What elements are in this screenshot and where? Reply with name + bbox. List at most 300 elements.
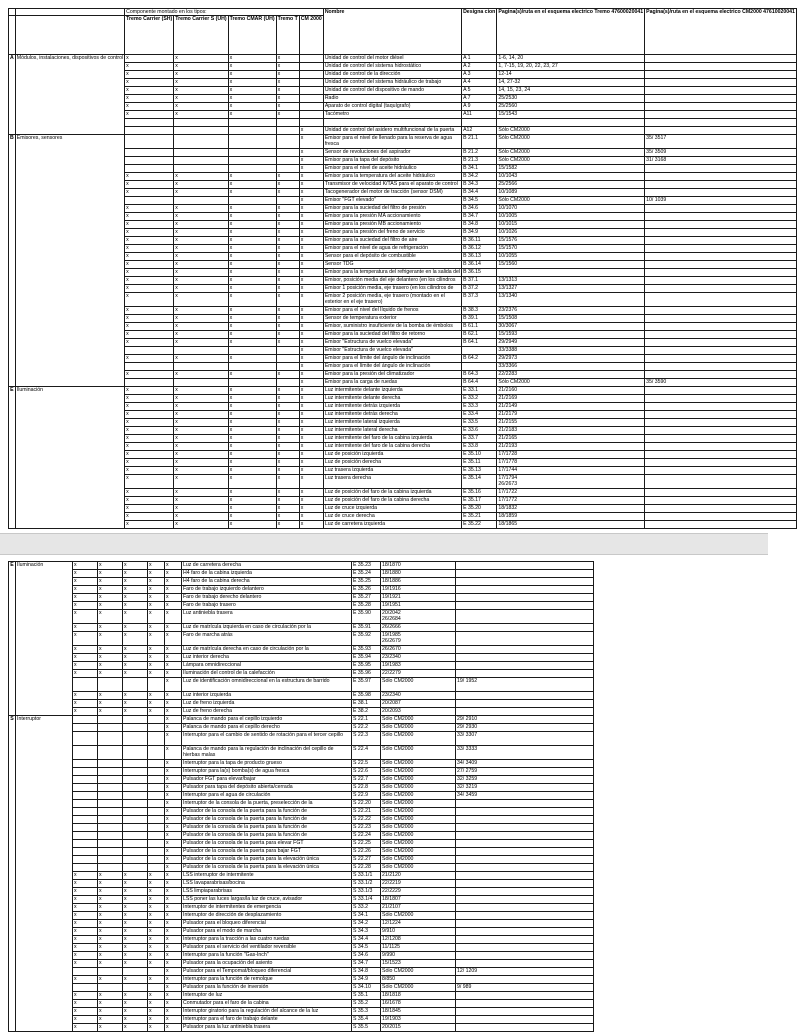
cm2000-page-ref: 31/ 3168: [645, 157, 797, 165]
table-row: [9, 654, 594, 662]
cm2000-page-ref: [645, 489, 797, 497]
mount-flag-cell: [73, 776, 98, 784]
designation: S 34.6: [352, 952, 381, 960]
mount-flag-cell: x: [165, 692, 182, 700]
mount-flag-cell: [148, 848, 165, 856]
component-name: Sensor de revoluciones del aspirador: [323, 149, 461, 157]
mount-flag-cell: x: [174, 339, 228, 347]
mount-flag-cell: x: [165, 928, 182, 936]
designation: E 33.7: [462, 435, 497, 443]
mount-flag-cell: x: [98, 646, 123, 654]
designation: B 34.6: [462, 205, 497, 213]
mount-flag-cell: x: [276, 277, 299, 285]
tremo-page-ref-line: 21/2149: [498, 403, 518, 410]
tremo-page-ref: [497, 71, 645, 79]
mount-flag-cell: x: [174, 221, 228, 229]
tremo-page-ref-line: 1, 7-15, 19, 20, 22, 23, 27: [498, 63, 558, 70]
cm2000-page-ref: [645, 505, 797, 513]
component-name: Tacogenerador del motor de tracción (sensor DSM): [323, 189, 461, 197]
header-col-cm2000: CM 2000: [299, 16, 323, 55]
cm2000-page-ref: [456, 624, 594, 632]
mount-flag-cell: x: [299, 269, 323, 277]
component-name: Pulsador FGT para elevar/bajar: [182, 776, 352, 784]
tremo-page-ref-line: Sólo CM2000: [382, 776, 414, 782]
mount-flag-cell: x: [148, 952, 165, 960]
mount-flag-cell: x: [228, 395, 276, 403]
tremo-page-ref: [381, 1016, 456, 1024]
tremo-page-ref: [497, 237, 645, 245]
cm2000-page-ref: [645, 521, 797, 529]
mount-flag-cell: [148, 716, 165, 724]
tremo-page-ref-line: 8/850: [382, 976, 395, 982]
mount-flag-cell: [73, 724, 98, 732]
designation: E 35.26: [352, 586, 381, 594]
mount-flag-cell: x: [165, 760, 182, 768]
designation: A12: [462, 127, 497, 135]
tremo-page-ref: [497, 293, 645, 307]
cm2000-page-ref: [645, 213, 797, 221]
designation: E 35.27: [352, 594, 381, 602]
tremo-page-ref-line: 20/2087: [382, 700, 401, 706]
cm2000-page-ref: [456, 824, 594, 832]
designation: E 33.3: [462, 403, 497, 411]
mount-flag-cell: x: [228, 79, 276, 87]
designation: A 1: [462, 55, 497, 63]
table-row: [9, 864, 594, 872]
cm2000-page-ref: [456, 864, 594, 872]
tremo-page-ref: [497, 119, 645, 127]
component-name: Luz intermitente delante izquierda: [323, 387, 461, 395]
mount-flag-cell: x: [276, 489, 299, 497]
mount-flag-cell: [299, 55, 323, 63]
mount-flag-cell: x: [276, 269, 299, 277]
designation: S 34.4: [352, 936, 381, 944]
mount-flag-cell: [73, 716, 98, 724]
tremo-page-ref-line: 19/1916: [382, 586, 401, 592]
mount-flag-cell: x: [299, 331, 323, 339]
table-row: [9, 237, 797, 245]
tremo-page-ref: [497, 331, 645, 339]
mount-flag-cell: x: [125, 213, 174, 221]
tremo-page-ref-line: 23/2376: [498, 307, 518, 314]
header-col-tremo-t: Tremo T: [276, 16, 299, 55]
mount-flag-cell: x: [165, 768, 182, 776]
table-row: [9, 111, 797, 119]
table-row: [9, 784, 594, 792]
designation: E 35.94: [352, 654, 381, 662]
tremo-page-ref-line: Sólo CM2000: [382, 800, 414, 806]
mount-flag-cell: x: [123, 912, 148, 920]
mount-flag-cell: x: [73, 888, 98, 896]
tremo-page-ref-line: Sólo CM2000: [382, 824, 414, 830]
tremo-page-ref-line: 18/1845: [382, 1008, 401, 1014]
designation: B 34.4: [462, 189, 497, 197]
header-row-top: [9, 9, 797, 16]
cm2000-page-ref: [645, 307, 797, 315]
designation: B 37.3: [462, 293, 497, 307]
tremo-page-ref-line: 18/1886: [382, 578, 401, 584]
mount-flag-cell: x: [98, 700, 123, 708]
tremo-page-ref-line: 19/1985: [382, 632, 401, 638]
cm2000-page-ref: [645, 245, 797, 253]
mount-flag-cell: x: [228, 307, 276, 315]
component-name: Luz de cruce derecha: [323, 513, 461, 521]
mount-flag-cell: x: [98, 594, 123, 602]
mount-flag-cell: x: [174, 475, 228, 489]
mount-flag-cell: x: [73, 662, 98, 670]
designation: E 38.2: [352, 708, 381, 716]
component-name: Unidad de control de la dirección: [323, 71, 461, 79]
mount-flag-cell: x: [174, 269, 228, 277]
mount-flag-cell: x: [125, 411, 174, 419]
mount-flag-cell: x: [276, 315, 299, 323]
component-name: Luz de matrícula izquierda en caso de circulación por la: [182, 624, 352, 632]
mount-flag-cell: x: [299, 363, 323, 371]
table-row: [9, 173, 797, 181]
mount-flag-cell: x: [276, 95, 299, 103]
tremo-page-ref: [381, 848, 456, 856]
mount-flag-cell: x: [123, 654, 148, 662]
mount-flag-cell: [73, 732, 98, 746]
table-row: [9, 419, 797, 427]
tremo-page-ref-line: 23/2340: [382, 654, 401, 660]
tremo-page-ref: [497, 307, 645, 315]
designation: E 35.21: [462, 513, 497, 521]
header-col-designacion: Designa cion: [462, 9, 497, 55]
mount-flag-cell: x: [123, 928, 148, 936]
table-row: [9, 197, 797, 205]
component-name: Faro de trabajo derecho delantero: [182, 594, 352, 602]
component-name: Emisor para la presión MA accionamiento: [323, 213, 461, 221]
cm2000-page-ref: [456, 928, 594, 936]
component-name: Pulsador de la consola de la puerta para la elevación única: [182, 864, 352, 872]
mount-flag-cell: x: [98, 1000, 123, 1008]
mount-flag-cell: x: [228, 411, 276, 419]
mount-flag-cell: [123, 760, 148, 768]
mount-flag-cell: x: [123, 692, 148, 700]
mount-flag-cell: [276, 379, 299, 387]
mount-flag-cell: x: [165, 976, 182, 984]
mount-flag-cell: x: [148, 586, 165, 594]
table-row: [9, 331, 797, 339]
mount-flag-cell: x: [148, 610, 165, 624]
tremo-page-ref-line: 17/1778: [498, 459, 518, 466]
mount-flag-cell: x: [228, 435, 276, 443]
mount-flag-cell: x: [228, 497, 276, 505]
tremo-page-ref: [497, 347, 645, 355]
mount-flag-cell: x: [228, 505, 276, 513]
table-row: [9, 71, 797, 79]
tremo-page-ref-line: 12-14: [498, 71, 512, 78]
header-col-pag-cm2000: Pagina(s)/ruta en el esquema electrico CM2000 47610020041: [645, 9, 797, 55]
mount-flag-cell: x: [148, 632, 165, 646]
component-name: Pulsador para el Tempomat/bloqueo diferencial: [182, 968, 352, 976]
mount-flag-cell: x: [148, 992, 165, 1000]
table-row: [9, 928, 594, 936]
tremo-page-ref-line: 18/1818: [382, 992, 401, 998]
tremo-page-ref-line: 21/2179: [498, 411, 518, 418]
mount-flag-cell: [276, 347, 299, 355]
table-row: [9, 848, 594, 856]
component-name: Emisor "FGT elevado": [323, 197, 461, 205]
component-name: Interruptor para el faro de trabajo delante: [182, 1016, 352, 1024]
designation: B 34.5: [462, 197, 497, 205]
mount-flag-cell: x: [174, 229, 228, 237]
tremo-page-ref: [497, 395, 645, 403]
mount-flag-cell: x: [148, 1008, 165, 1016]
mount-flag-cell: [73, 968, 98, 976]
tremo-page-ref: [497, 505, 645, 513]
mount-flag-cell: x: [165, 800, 182, 808]
cm2000-page-ref: [456, 840, 594, 848]
component-table-page-2: [8, 561, 594, 1032]
header-corner: [9, 9, 16, 16]
mount-flag-cell: [228, 379, 276, 387]
mount-flag-cell: x: [123, 670, 148, 678]
tremo-page-ref-line: 25/2566: [498, 181, 518, 188]
designation: S 22.28: [352, 864, 381, 872]
tremo-page-ref: [381, 654, 456, 662]
mount-flag-cell: x: [73, 578, 98, 586]
table-row: [9, 920, 594, 928]
table-row: [9, 692, 594, 700]
tremo-page-ref: [497, 387, 645, 395]
mount-flag-cell: x: [98, 670, 123, 678]
mount-flag-cell: x: [125, 87, 174, 95]
mount-flag-cell: x: [125, 339, 174, 347]
tremo-page-ref-line: 15/1582: [498, 165, 518, 172]
table-row: [9, 662, 594, 670]
mount-flag-cell: x: [98, 896, 123, 904]
table-row: [9, 189, 797, 197]
cm2000-page-ref: [645, 451, 797, 459]
designation: E 35.23: [352, 562, 381, 570]
mount-flag-cell: x: [228, 315, 276, 323]
component-name: Emisor 2 posición media, eje trasero (montado en el exterior en el eje trasero): [323, 293, 461, 307]
component-name: Pulsador para el modo de marcha: [182, 928, 352, 936]
cm2000-page-ref: [645, 173, 797, 181]
mount-flag-cell: x: [228, 427, 276, 435]
mount-flag-cell: x: [148, 602, 165, 610]
mount-flag-cell: [276, 157, 299, 165]
table-row: [9, 1008, 594, 1016]
mount-flag-cell: x: [98, 936, 123, 944]
table-row: [9, 746, 594, 760]
designation: B 39.1: [462, 315, 497, 323]
mount-flag-cell: x: [299, 395, 323, 403]
table-row: [9, 55, 797, 63]
mount-flag-cell: x: [174, 419, 228, 427]
tremo-page-ref: [497, 103, 645, 111]
tremo-page-ref: [381, 610, 456, 624]
mount-flag-cell: x: [125, 71, 174, 79]
mount-flag-cell: x: [148, 570, 165, 578]
component-name: Tacómetro: [323, 111, 461, 119]
mount-flag-cell: x: [174, 521, 228, 529]
mount-flag-cell: x: [299, 435, 323, 443]
mount-flag-cell: x: [123, 944, 148, 952]
component-name: Pulsador de la consola de la puerta para bajar FGT: [182, 848, 352, 856]
tremo-page-ref: [497, 419, 645, 427]
mount-flag-cell: x: [125, 55, 174, 63]
mount-flag-cell: x: [123, 1000, 148, 1008]
mount-flag-cell: x: [125, 245, 174, 253]
mount-flag-cell: x: [125, 475, 174, 489]
mount-flag-cell: [98, 800, 123, 808]
tremo-page-ref-line: 20/2042: [382, 610, 401, 616]
mount-flag-cell: [73, 746, 98, 760]
mount-flag-cell: x: [125, 467, 174, 475]
mount-flag-cell: x: [123, 888, 148, 896]
designation: S 34.2: [352, 920, 381, 928]
tremo-page-ref: [381, 602, 456, 610]
mount-flag-cell: x: [299, 221, 323, 229]
component-name: Luz de matrícula derecha en caso de circulación por la: [182, 646, 352, 654]
mount-flag-cell: x: [165, 700, 182, 708]
tremo-page-ref-line: 13/1340: [498, 293, 518, 300]
component-name: Interruptor para la tapa de producto grueso: [182, 760, 352, 768]
designation: E 35.16: [462, 489, 497, 497]
component-name: Pulsador de la consola de la puerta para la función de: [182, 816, 352, 824]
tremo-page-ref: [497, 111, 645, 119]
mount-flag-cell: x: [73, 880, 98, 888]
mount-flag-cell: [276, 197, 299, 205]
tremo-page-ref-line: Sólo CM2000: [382, 984, 414, 990]
mount-flag-cell: x: [125, 253, 174, 261]
mount-flag-cell: x: [165, 776, 182, 784]
designation: S 22.7: [352, 776, 381, 784]
designation: E 35.17: [462, 497, 497, 505]
component-name: Interruptor para el agua de circulación: [182, 792, 352, 800]
component-name: Luz intermitente lateral izquierda: [323, 419, 461, 427]
designation: B 64.2: [462, 355, 497, 363]
mount-flag-cell: x: [299, 467, 323, 475]
mount-flag-cell: [125, 165, 174, 173]
mount-flag-cell: x: [299, 475, 323, 489]
mount-flag-cell: x: [276, 253, 299, 261]
tremo-page-ref-line: Sólo CM2000: [382, 716, 414, 722]
mount-flag-cell: x: [174, 427, 228, 435]
mount-flag-cell: [123, 800, 148, 808]
mount-flag-cell: x: [73, 562, 98, 570]
designation: S 34.5: [352, 944, 381, 952]
mount-flag-cell: [123, 856, 148, 864]
component-name: Pulsador para la función de inversión: [182, 984, 352, 992]
table-row: [9, 285, 797, 293]
mount-flag-cell: [98, 746, 123, 760]
tremo-page-ref-line: Sólo CM2000: [382, 768, 414, 774]
mount-flag-cell: x: [276, 467, 299, 475]
table-row: [9, 776, 594, 784]
tremo-page-ref: [497, 315, 645, 323]
mount-flag-cell: x: [299, 277, 323, 285]
table-row: [9, 427, 797, 435]
mount-flag-cell: [123, 776, 148, 784]
table-row: [9, 269, 797, 277]
tremo-page-ref-line: 10/1005: [498, 213, 518, 220]
tremo-page-ref-line: 17/1728: [498, 451, 518, 458]
cm2000-page-ref: [645, 395, 797, 403]
table-row: [9, 451, 797, 459]
mount-flag-cell: [123, 808, 148, 816]
tremo-page-ref: [497, 149, 645, 157]
mount-flag-cell: x: [98, 888, 123, 896]
table-row: [9, 570, 594, 578]
tremo-page-ref: [497, 427, 645, 435]
mount-flag-cell: x: [276, 229, 299, 237]
mount-flag-cell: x: [73, 700, 98, 708]
tremo-page-ref-line: Sólo CM2000: [382, 784, 414, 790]
mount-flag-cell: x: [299, 347, 323, 355]
mount-flag-cell: x: [228, 355, 276, 363]
table-row: [9, 1000, 594, 1008]
table-row: [9, 323, 797, 331]
cm2000-page-ref: [645, 285, 797, 293]
component-name: Faro de trabajo izquierdo delantero: [182, 586, 352, 594]
mount-flag-cell: x: [276, 435, 299, 443]
mount-flag-cell: x: [73, 624, 98, 632]
mount-flag-cell: x: [276, 111, 299, 119]
mount-flag-cell: x: [73, 992, 98, 1000]
table-row: [9, 443, 797, 451]
mount-flag-cell: x: [165, 832, 182, 840]
component-name: Faro de marcha atrás: [182, 632, 352, 646]
cm2000-page-ref: [456, 1016, 594, 1024]
mount-flag-cell: [148, 824, 165, 832]
mount-flag-cell: x: [165, 808, 182, 816]
mount-flag-cell: [299, 103, 323, 111]
mount-flag-cell: x: [174, 237, 228, 245]
mount-flag-cell: x: [299, 189, 323, 197]
cm2000-page-ref: 9/ 989: [456, 984, 594, 992]
mount-flag-cell: x: [125, 205, 174, 213]
mount-flag-cell: [98, 724, 123, 732]
mount-flag-cell: x: [125, 79, 174, 87]
tremo-page-ref: [497, 403, 645, 411]
component-name: LSS poner las luces largas/la luz de cruce, avisador: [182, 896, 352, 904]
mount-flag-cell: x: [125, 443, 174, 451]
designation: B 34.9: [462, 229, 497, 237]
mount-flag-cell: x: [174, 87, 228, 95]
tremo-page-ref-line: Sólo CM2000: [498, 127, 530, 134]
tremo-page-ref: [381, 670, 456, 678]
tremo-page-ref: [497, 489, 645, 497]
table-row: [9, 253, 797, 261]
mount-flag-cell: x: [125, 489, 174, 497]
designation: S 22.23: [352, 824, 381, 832]
mount-flag-cell: x: [228, 103, 276, 111]
mount-flag-cell: [148, 776, 165, 784]
designation: S 35.2: [352, 1000, 381, 1008]
component-name: Luz intermitente del faro de la cabina derecha: [323, 443, 461, 451]
mount-flag-cell: [174, 127, 228, 135]
mount-flag-cell: x: [148, 944, 165, 952]
component-name: Luz intermitente detrás derecha: [323, 411, 461, 419]
mount-flag-cell: x: [299, 245, 323, 253]
tremo-page-ref-line: 15/1543: [498, 111, 518, 118]
component-name: Emisor "Estructura de vuelco elevada": [323, 339, 461, 347]
cm2000-page-ref: [456, 632, 594, 646]
tremo-page-ref-line: 21/2120: [382, 872, 401, 878]
mount-flag-cell: x: [123, 708, 148, 716]
mount-flag-cell: x: [299, 505, 323, 513]
mount-flag-cell: x: [276, 285, 299, 293]
cm2000-page-ref: [645, 387, 797, 395]
tremo-page-ref: [381, 646, 456, 654]
component-name: Sensor para el depósito de combustible: [323, 253, 461, 261]
tremo-page-ref: [381, 700, 456, 708]
designation: E 33.2: [462, 395, 497, 403]
